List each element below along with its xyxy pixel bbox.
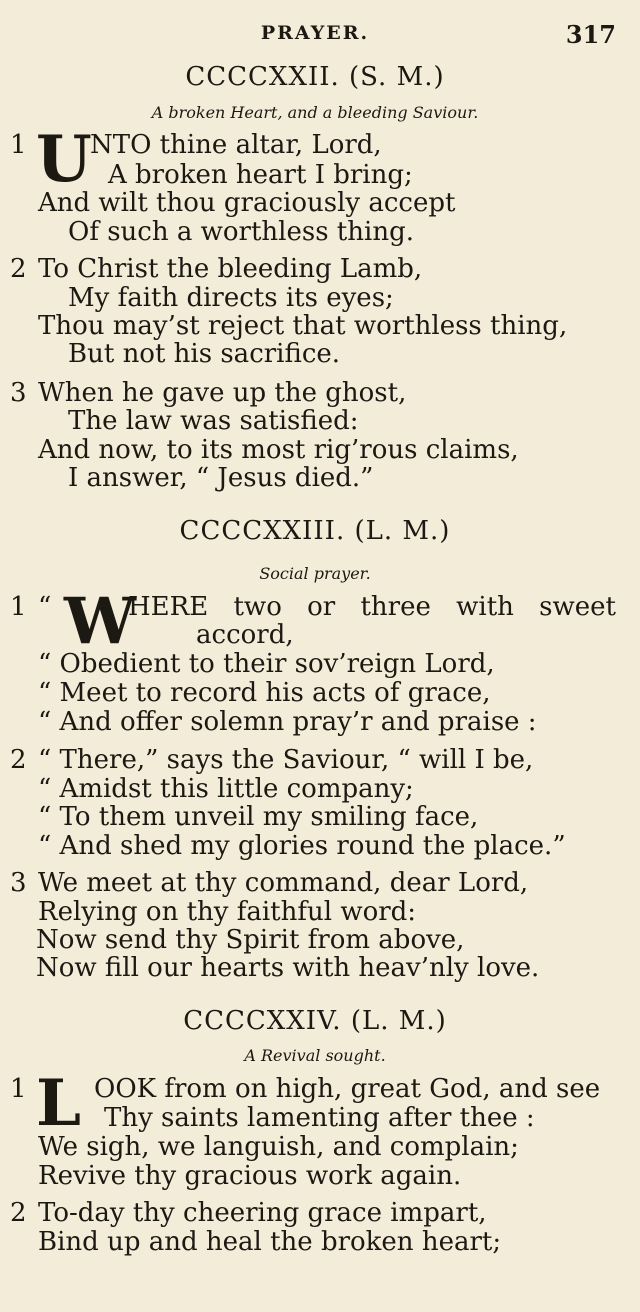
hymn-subtitle: A Revival sought.: [244, 1046, 386, 1065]
verse-line: To Christ the bleeding Lamb,: [38, 254, 423, 284]
verse-word: two: [233, 592, 282, 622]
verse-line: NTO thine altar, Lord,: [90, 130, 382, 160]
verse-line: A broken heart I bring;: [108, 160, 413, 190]
hymn-number: CCCCXXII. (S. M.): [185, 62, 445, 92]
verse-line: Now send thy Spirit from above,: [36, 925, 465, 955]
page-number: 317: [565, 20, 616, 49]
drop-cap: L: [36, 1066, 81, 1141]
verse-line: And now, to its most rig’rous claims,: [38, 435, 519, 465]
verse-line: “ There,” says the Saviour, “ will I be,: [38, 745, 534, 775]
verse-number: 2: [10, 254, 27, 284]
verse-line: Revive thy gracious work again.: [38, 1161, 462, 1191]
verse-line: Bind up and heal the broken heart;: [38, 1227, 502, 1257]
verse-line: Relying on thy faithful word:: [38, 897, 417, 927]
verse-line: Thy saints lamenting after thee :: [104, 1103, 535, 1133]
verse-line: “ And offer solemn pray’r and praise :: [38, 707, 537, 737]
hymn-subtitle: Social prayer.: [259, 564, 371, 583]
verse-word: with: [456, 592, 514, 622]
hymn-number: CCCCXXIV. (L. M.): [183, 1006, 447, 1036]
verse-number: 3: [10, 868, 27, 898]
verse-number: 1: [10, 592, 27, 622]
verse-word: or: [307, 592, 336, 622]
verse-line: Now fill our hearts with heav’nly love.: [36, 953, 540, 983]
verse-line: We sigh, we languish, and complain;: [38, 1132, 519, 1162]
verse-number: 2: [10, 1198, 27, 1228]
verse-line: When he gave up the ghost,: [38, 378, 407, 408]
verse-line: “ To them unveil my smiling face,: [38, 802, 479, 832]
running-head: [0, 20, 640, 50]
verse-line: To-day thy cheering grace impart,: [38, 1198, 487, 1228]
verse-line: Thou may’st reject that worthless thing,: [38, 311, 568, 341]
verse-word: sweet: [539, 592, 616, 622]
hymn-number: CCCCXXIII. (L. M.): [179, 516, 451, 546]
hymn-subtitle: A broken Heart, and a bleeding Saviour.: [151, 103, 479, 122]
drop-cap: W: [64, 584, 136, 659]
opening-quote: “: [38, 592, 52, 622]
verse-line: And wilt thou graciously accept: [38, 188, 456, 218]
running-title: PRAYER.: [260, 22, 370, 44]
verse-line: I answer, “ Jesus died.”: [68, 463, 374, 493]
verse-line: “ Amidst this little company;: [38, 774, 414, 804]
verse-line: “ Meet to record his acts of grace,: [38, 678, 491, 708]
drop-cap: U: [36, 122, 92, 197]
verse-line: But not his sacrifice.: [68, 339, 341, 369]
verse-number: 2: [10, 745, 27, 775]
verse-line: OOK from on high, great God, and see: [94, 1074, 601, 1104]
verse-line: Of such a worthless thing.: [68, 217, 414, 247]
verse-line: The law was satisfied:: [68, 406, 359, 436]
verse-line: My faith directs its eyes;: [68, 283, 394, 313]
verse-line: “ And shed my glories round the place.”: [38, 831, 566, 861]
verse-word: three: [360, 592, 431, 622]
verse-line: “ Obedient to their sov’reign Lord,: [38, 649, 495, 679]
verse-word: HERE: [128, 592, 209, 622]
verse-number: 1: [10, 1074, 27, 1104]
verse-line: [128, 592, 616, 622]
verse-number: 3: [10, 378, 27, 408]
verse-number: 1: [10, 130, 27, 160]
verse-line: We meet at thy command, dear Lord,: [38, 868, 529, 898]
verse-line: accord,: [196, 620, 294, 650]
